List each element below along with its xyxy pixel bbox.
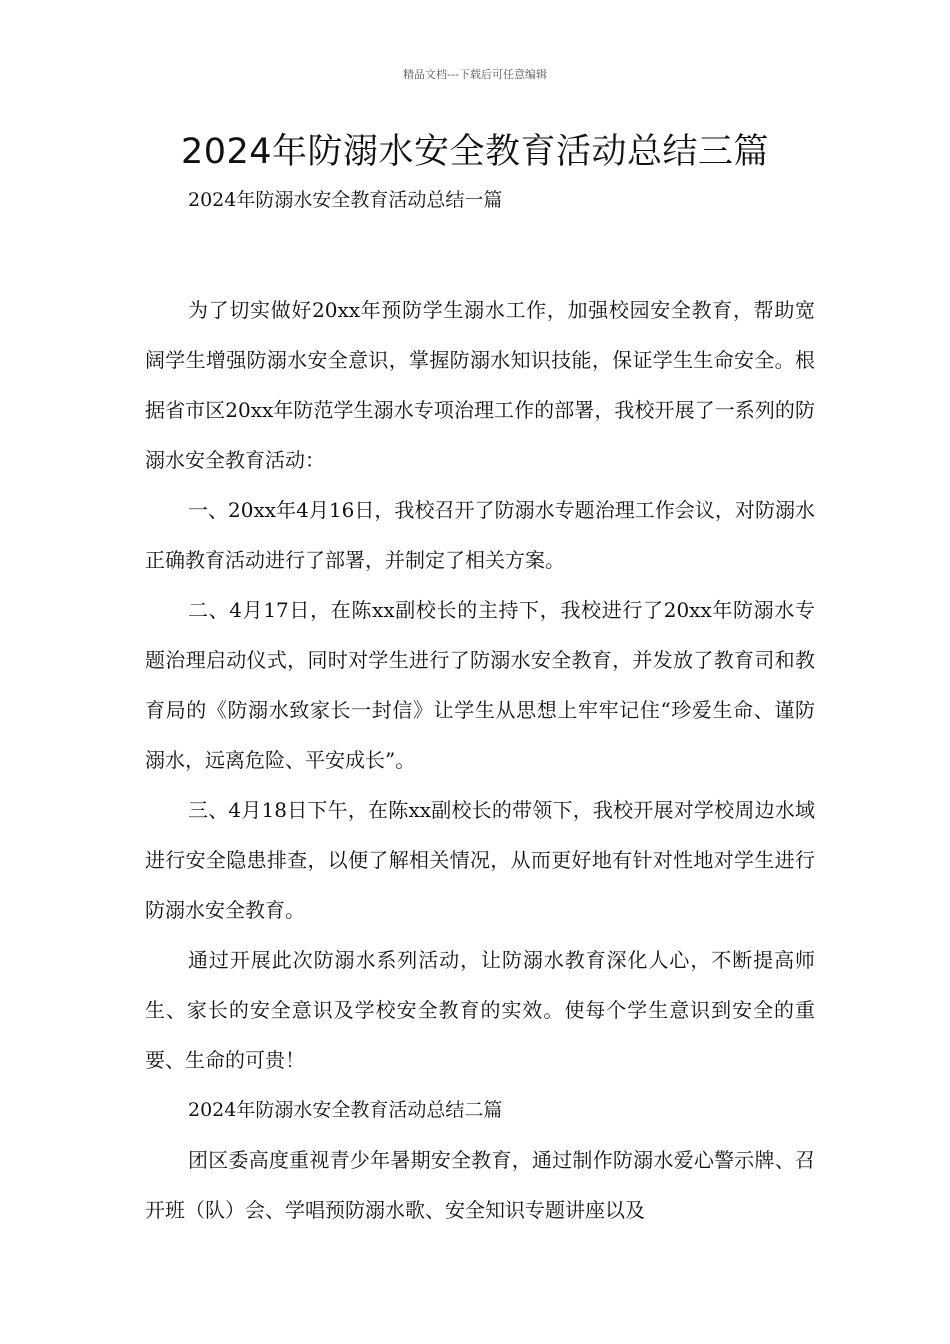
- section-heading-2: 2024年防溺水安全教育活动总结二篇: [188, 1099, 503, 1121]
- paragraph-section2: 团区委高度重视青少年暑期安全教育，通过制作防溺水爱心警示牌、召开班（队）会、学唱预防溺水歌、安全知识专题讲座以及: [145, 1148, 815, 1222]
- document-body: [145, 182, 815, 1235]
- paragraph-item-1: 一、20xx年4月16日，我校召开了防溺水专题治理工作会议，对防溺水正确教育活动进行了部署，并制定了相关方案。: [145, 498, 815, 572]
- section-heading-1: 2024年防溺水安全教育活动总结一篇: [188, 189, 503, 211]
- paragraph-item-3: 三、4月18日下午，在陈xx副校长的带领下，我校开展对学校周边水域进行安全隐患排查，以便了解相关情况，从而更好地有针对性地对学生进行防溺水安全教育。: [145, 798, 815, 922]
- paragraph-intro: 为了切实做好20xx年预防学生溺水工作，加强校园安全教育，帮助宽阔学生增强防溺水安全意识，掌握防溺水知识技能，保证学生生命安全。根据省市区20xx年防范学生溺水专项治理工作的部署，我校开展了一系列的防溺水安全教育活动：: [145, 298, 815, 472]
- paragraph-conclusion: 通过开展此次防溺水系列活动，让防溺水教育深化人心，不断提高师生、家长的安全意识及学校安全教育的实效。使每个学生意识到安全的重要、生命的可贵！: [145, 948, 815, 1072]
- paragraph-item-2: 二、4月17日，在陈xx副校长的主持下，我校进行了20xx年防溺水专题治理启动仪式，同时对学生进行了防溺水安全教育，并发放了教育司和教育局的《防溺水致家长一封信》让学生从思想上牢牢记住“珍爱生命、谨防溺水，远离危险、平安成长”。: [145, 598, 815, 772]
- document-title: 2024年防溺水安全教育活动总结三篇: [180, 132, 770, 172]
- header-note: 精品文档---下载后可任意编辑: [403, 68, 547, 81]
